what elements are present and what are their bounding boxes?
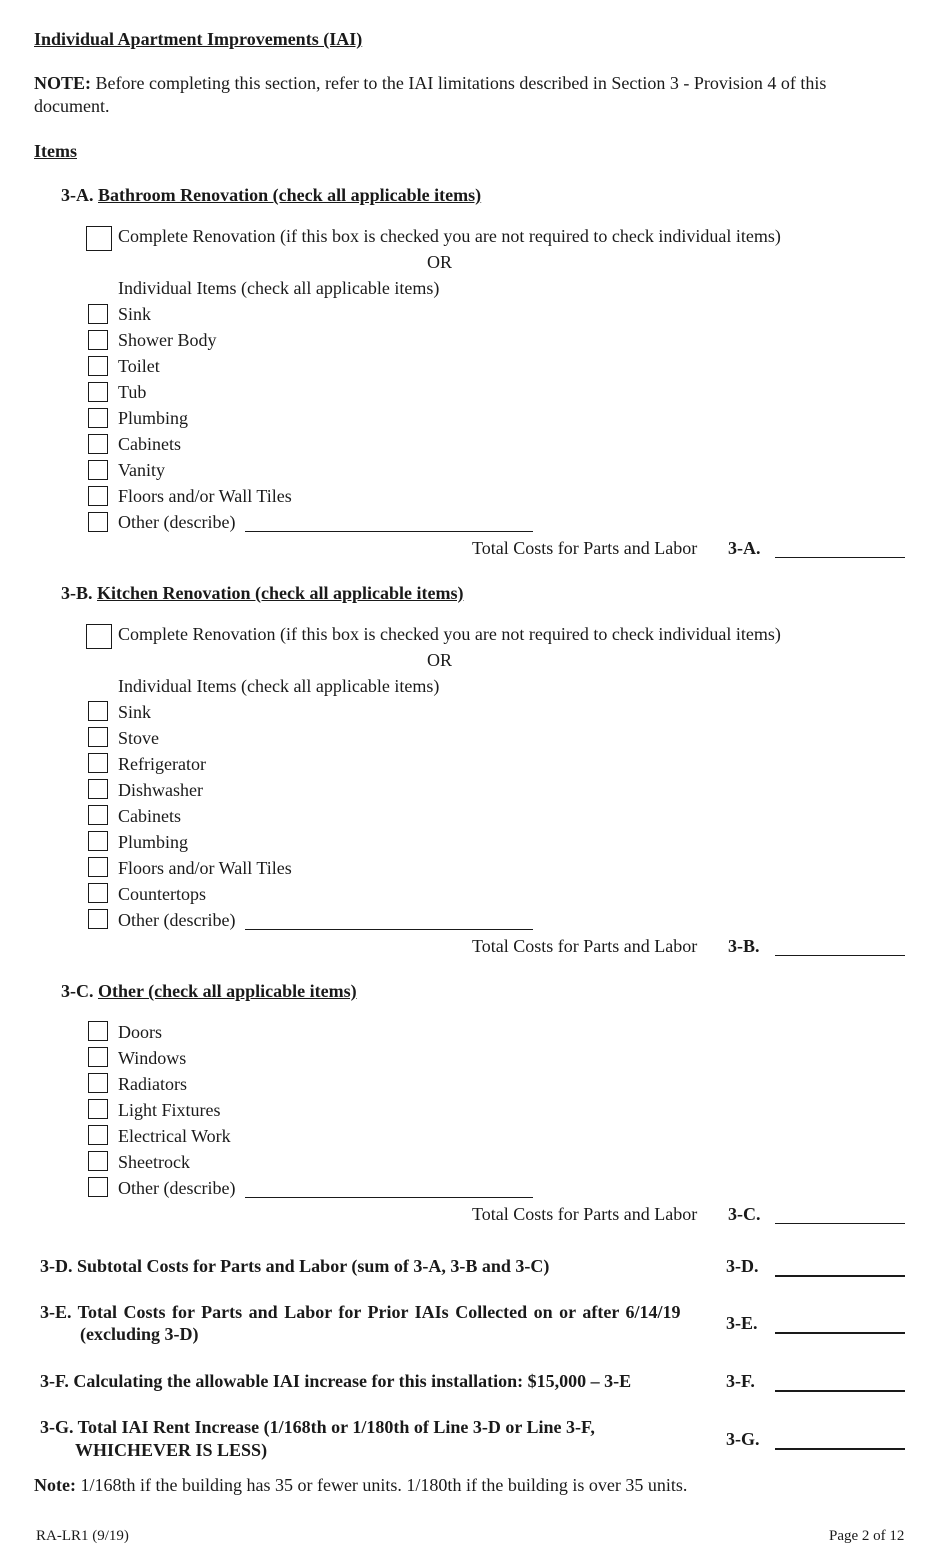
section-a-other-describe-field[interactable] bbox=[245, 531, 533, 532]
section-a-item-checkbox[interactable] bbox=[88, 356, 108, 376]
section-b-item-label: Countertops bbox=[118, 884, 206, 904]
section-c-item-checkbox[interactable] bbox=[88, 1177, 108, 1197]
footnote bbox=[34, 1475, 687, 1496]
line-g-field[interactable] bbox=[775, 1448, 905, 1450]
note-text: Before completing this section, refer to the IAI limitations described in Section 3 - Provision 4 of this bbox=[91, 73, 827, 93]
section-b-item-checkbox[interactable] bbox=[88, 857, 108, 877]
section-a-item-label: Cabinets bbox=[118, 434, 181, 454]
footnote-label: Note: bbox=[34, 1475, 76, 1495]
section-b-item-label: Plumbing bbox=[118, 832, 189, 852]
section-b-total-label: Total Costs for Parts and Labor bbox=[472, 936, 698, 956]
section-a-item-checkbox[interactable] bbox=[88, 382, 108, 402]
items-heading: Items bbox=[34, 141, 77, 161]
section-a-title bbox=[61, 185, 481, 206]
section-c-other-describe-field[interactable] bbox=[245, 1197, 533, 1198]
section-a-item-label: Tub bbox=[118, 382, 147, 402]
section-c-item-checkbox[interactable] bbox=[88, 1151, 108, 1171]
section-c-item-checkbox[interactable] bbox=[88, 1021, 108, 1041]
section-a-item-label: Plumbing bbox=[118, 408, 189, 428]
section-c-item-label: Other (describe) bbox=[118, 1178, 236, 1198]
section-a-or: OR bbox=[427, 252, 453, 272]
section-c-item-label: Light Fixtures bbox=[118, 1100, 221, 1120]
section-c-item-label: Doors bbox=[118, 1022, 162, 1042]
footnote-text: 1/168th if the building has 35 or fewer units. 1/180th if the building is over 35 units. bbox=[75, 1475, 688, 1495]
page-number: Page 2 of 12 bbox=[829, 1528, 905, 1544]
section-c-heading: Other (check all applicable items) bbox=[98, 981, 357, 1001]
line-g-label-2: WHICHEVER IS LESS) bbox=[75, 1440, 268, 1460]
section-a-item-checkbox[interactable] bbox=[88, 512, 108, 532]
section-b-item-label: Floors and/or Wall Tiles bbox=[118, 858, 292, 878]
section-b-item-checkbox[interactable] bbox=[88, 701, 108, 721]
section-b-individual-label: Individual Items (check all applicable items) bbox=[118, 676, 440, 696]
section-a-item-label: Shower Body bbox=[118, 330, 217, 350]
section-b-heading: Kitchen Renovation (check all applicable items) bbox=[97, 583, 464, 603]
section-c-item-label: Windows bbox=[118, 1048, 187, 1068]
section-b-item-checkbox[interactable] bbox=[88, 779, 108, 799]
section-b-item-label: Stove bbox=[118, 728, 160, 748]
section-c-item-checkbox[interactable] bbox=[88, 1047, 108, 1067]
section-c-title bbox=[61, 981, 357, 1002]
section-a-heading: Bathroom Renovation (check all applicable items) bbox=[98, 185, 482, 205]
section-b-code: 3-B. bbox=[728, 936, 760, 956]
line-f-code: 3-F. bbox=[726, 1371, 755, 1391]
section-c-item-label: Radiators bbox=[118, 1074, 187, 1094]
line-d-field[interactable] bbox=[775, 1275, 905, 1277]
section-b-item-checkbox[interactable] bbox=[88, 831, 108, 851]
line-g-code: 3-G. bbox=[726, 1429, 760, 1449]
section-a-item-checkbox[interactable] bbox=[88, 330, 108, 350]
section-a-code: 3-A. bbox=[728, 538, 761, 558]
line-e-code: 3-E. bbox=[726, 1313, 758, 1333]
note-line-1 bbox=[34, 73, 826, 94]
line-e-label-1: 3-E. Total Costs for Parts and Labor for Prior IAIs Collected on or after 6/14/19 bbox=[40, 1302, 681, 1322]
section-b-title bbox=[61, 583, 463, 604]
section-c-item-checkbox[interactable] bbox=[88, 1099, 108, 1119]
section-b-complete-label: Complete Renovation (if this box is checked you are not required to check individual items) bbox=[118, 624, 781, 644]
section-c-total-field[interactable] bbox=[775, 1223, 905, 1224]
section-b-prefix: 3-B. bbox=[61, 583, 97, 603]
note-label: NOTE: bbox=[34, 73, 92, 93]
section-b-item-checkbox[interactable] bbox=[88, 909, 108, 929]
section-a-individual-label: Individual Items (check all applicable items) bbox=[118, 278, 440, 298]
line-d-code: 3-D. bbox=[726, 1256, 759, 1276]
section-b-item-label: Other (describe) bbox=[118, 910, 236, 930]
section-b-item-label: Dishwasher bbox=[118, 780, 203, 800]
section-b-item-label: Refrigerator bbox=[118, 754, 206, 774]
section-b-item-label: Sink bbox=[118, 702, 152, 722]
section-a-item-checkbox[interactable] bbox=[88, 460, 108, 480]
section-a-complete-label: Complete Renovation (if this box is checked you are not required to check individual items) bbox=[118, 226, 781, 246]
section-b-total-field[interactable] bbox=[775, 955, 905, 956]
section-a-item-checkbox[interactable] bbox=[88, 408, 108, 428]
note-line-2: document. bbox=[34, 96, 110, 116]
line-d-label: 3-D. Subtotal Costs for Parts and Labor (sum of 3-A, 3-B and 3-C) bbox=[40, 1256, 550, 1276]
section-a-total-label: Total Costs for Parts and Labor bbox=[472, 538, 698, 558]
section-b-item-checkbox[interactable] bbox=[88, 883, 108, 903]
section-a-item-label: Other (describe) bbox=[118, 512, 236, 532]
section-c-item-label: Electrical Work bbox=[118, 1126, 231, 1146]
line-e-field[interactable] bbox=[775, 1332, 905, 1334]
section-c-code: 3-C. bbox=[728, 1204, 761, 1224]
page-heading: Individual Apartment Improvements (IAI) bbox=[34, 29, 363, 49]
line-f-field[interactable] bbox=[775, 1390, 905, 1392]
line-e-label-2: (excluding 3-D) bbox=[80, 1324, 199, 1344]
section-c-item-checkbox[interactable] bbox=[88, 1125, 108, 1145]
section-a-item-checkbox[interactable] bbox=[88, 486, 108, 506]
section-b-or: OR bbox=[427, 650, 453, 670]
section-a-item-label: Sink bbox=[118, 304, 152, 324]
section-a-prefix: 3-A. bbox=[61, 185, 98, 205]
section-b-complete-checkbox[interactable] bbox=[86, 624, 112, 649]
section-a-item-checkbox[interactable] bbox=[88, 304, 108, 324]
section-b-item-checkbox[interactable] bbox=[88, 753, 108, 773]
section-a-item-label: Floors and/or Wall Tiles bbox=[118, 486, 292, 506]
section-c-total-label: Total Costs for Parts and Labor bbox=[472, 1204, 698, 1224]
form-id: RA-LR1 (9/19) bbox=[36, 1528, 129, 1544]
line-g-label-1: 3-G. Total IAI Rent Increase (1/168th or 1/180th of Line 3-D or Line 3-F, bbox=[40, 1417, 595, 1437]
section-a-item-label: Toilet bbox=[118, 356, 160, 376]
section-b-item-checkbox[interactable] bbox=[88, 727, 108, 747]
section-b-other-describe-field[interactable] bbox=[245, 929, 533, 930]
section-a-total-field[interactable] bbox=[775, 557, 905, 558]
section-a-complete-checkbox[interactable] bbox=[86, 226, 112, 251]
section-c-item-label: Sheetrock bbox=[118, 1152, 190, 1172]
line-f-label: 3-F. Calculating the allowable IAI increase for this installation: $15,000 – 3-E bbox=[40, 1371, 632, 1391]
section-a-item-label: Vanity bbox=[118, 460, 165, 480]
section-c-item-checkbox[interactable] bbox=[88, 1073, 108, 1093]
section-b-item-checkbox[interactable] bbox=[88, 805, 108, 825]
section-c-prefix: 3-C. bbox=[61, 981, 98, 1001]
section-b-item-label: Cabinets bbox=[118, 806, 181, 826]
section-a-item-checkbox[interactable] bbox=[88, 434, 108, 454]
